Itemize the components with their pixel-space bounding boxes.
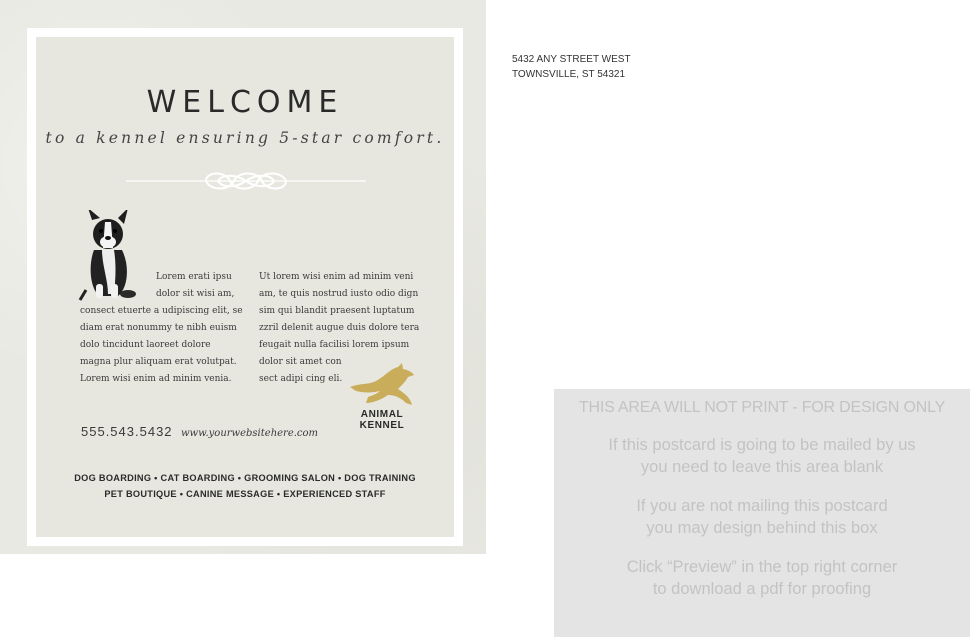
address-line-2: TOWNSVILLE, ST 54321 xyxy=(512,69,626,80)
website-url: www.yourwebsitehere.com xyxy=(180,428,319,439)
instruction-line: If this postcard is going to be mailed by us xyxy=(608,436,916,454)
text-line: zzril delenit augue duis dolore tera xyxy=(259,323,420,333)
postcard-front[interactable] xyxy=(0,0,486,554)
welcome-heading[interactable]: WELCOME xyxy=(146,85,344,120)
animal-kennel-logo[interactable] xyxy=(346,363,418,433)
text-line: feugait nulla facilisi lorem ipsum xyxy=(259,340,410,350)
services-list[interactable] xyxy=(36,470,454,502)
mailing-address[interactable] xyxy=(512,52,631,82)
body-text-left[interactable] xyxy=(80,269,243,388)
instruction-line: you need to leave this area blank xyxy=(640,458,884,476)
instruction-line: Click “Preview” in the top right corner xyxy=(626,558,898,576)
text-line: sect adipi cing eli. xyxy=(259,374,343,384)
logo-text-animal: ANIMAL xyxy=(360,409,404,420)
flourish-divider-icon xyxy=(126,169,366,193)
no-print-instructions-mailing xyxy=(554,434,970,478)
services-row: PET BOUTIQUE • CANINE MESSAGE • EXPERIENCED STAFF xyxy=(104,489,386,499)
instruction-line: If you are not mailing this postcard xyxy=(636,497,888,515)
text-line: dolor sit amet con xyxy=(259,357,342,367)
no-print-instructions-preview xyxy=(554,556,970,600)
instruction-line: you may design behind this box xyxy=(646,519,878,537)
text-line: dolo tincidunt laoreet dolore xyxy=(80,340,211,350)
no-print-instructions-design xyxy=(554,495,970,539)
contact-line[interactable] xyxy=(81,423,318,441)
text-line: dolor sit wisi am, xyxy=(156,289,235,299)
text-line: magna plur aliquam erat volutpat. xyxy=(80,357,237,367)
text-line: sim qui blandit praesent luptatum xyxy=(259,306,415,316)
text-line: Lorem erati ipsu xyxy=(156,272,232,282)
text-line: consect etuerte a udipiscing elit, se xyxy=(80,306,243,316)
tagline-text[interactable]: to a kennel ensuring 5-star comfort. xyxy=(45,129,445,147)
logo-text-kennel: KENNEL xyxy=(359,420,405,431)
text-line: diam erat nonummy te nibh euism xyxy=(80,323,237,333)
phone-number: 555.543.5432 xyxy=(81,424,173,439)
leaping-dog-icon xyxy=(348,363,416,409)
text-line: am, te quis nostrud iusto odio dign xyxy=(259,289,419,299)
no-print-title: THIS AREA WILL NOT PRINT - FOR DESIGN ONLY xyxy=(578,399,946,416)
services-row: DOG BOARDING • CAT BOARDING • GROOMING SALON • DOG TRAINING xyxy=(74,473,416,483)
address-line-1: 5432 ANY STREET WEST xyxy=(512,54,631,65)
postcard-border-frame xyxy=(27,28,463,546)
text-line: Ut lorem wisi enim ad minim veni xyxy=(259,272,414,282)
instruction-line: to download a pdf for proofing xyxy=(652,580,872,598)
text-line: Lorem wisi enim ad minim venia. xyxy=(80,374,232,384)
no-print-area xyxy=(554,389,970,637)
